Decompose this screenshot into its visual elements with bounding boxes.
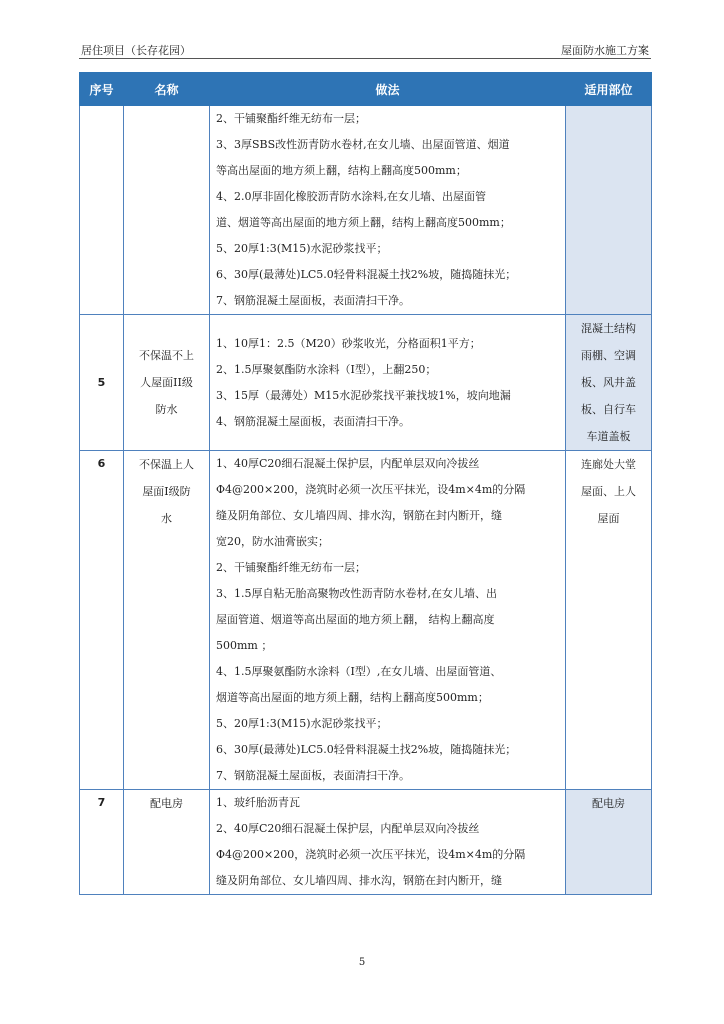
table-row — [80, 315, 652, 451]
project-name: 居住项目（长存花园） — [81, 44, 191, 57]
method-line: 烟道等高出屋面的地方须上翻，结构上翻高度500mm； — [216, 691, 489, 704]
page-header — [79, 41, 651, 59]
row-method — [210, 315, 566, 451]
row-method — [210, 790, 566, 895]
scope-line: 混凝土结构 — [581, 322, 636, 335]
method-line: 4、钢筋混凝土屋面板，表面清扫干净。 — [216, 414, 410, 428]
row-name — [124, 451, 210, 790]
name-line: 不保温不上 — [139, 349, 194, 362]
name-line: 防水 — [155, 403, 178, 416]
method-line: 2、1.5厚聚氨酯防水涂料（I型），上翻250； — [216, 362, 437, 376]
page-number: 5 — [358, 957, 366, 968]
method-line: 3、15厚（最薄处）M15水泥砂浆找平兼找坡1%，坡向地漏 — [216, 388, 511, 402]
method-line: 1、玻纤胎沥青瓦 — [216, 796, 300, 809]
row-number: 7 — [80, 790, 124, 895]
column-header-name: 名称 — [124, 73, 210, 106]
method-line: 3、3厚SBS改性沥青防水卷材,在女儿墙、出屋面管道、烟道 — [216, 138, 510, 151]
row-number: 6 — [80, 451, 124, 790]
name-line: 人屋面II级 — [140, 376, 193, 389]
method-line: 1、40厚C20细石混凝土保护层，内配单层双向冷拔丝 — [216, 457, 480, 470]
row-number — [80, 106, 124, 315]
row-scope — [566, 790, 652, 895]
name-line: 水 — [161, 512, 172, 525]
method-line: 7、钢筋混凝土屋面板，表面清扫干净。 — [216, 294, 410, 307]
method-line: Φ4@200×200，浇筑时必须一次压平抹光，设4m×4m的分隔 — [216, 483, 526, 496]
row-method — [210, 106, 566, 315]
method-line: 4、1.5厚聚氨酯防水涂料（I型）,在女儿墙、出屋面管道、 — [216, 665, 502, 678]
row-method — [210, 451, 566, 790]
method-line: 7、钢筋混凝土屋面板，表面清扫干净。 — [216, 769, 410, 782]
method-line: 3、1.5厚自粘无胎高聚物改性沥青防水卷材,在女儿墙、出 — [216, 587, 497, 600]
method-line: 缝及阴角部位、女儿墙四周、排水沟，钢筋在封内断开，缝 — [216, 509, 502, 522]
row-name — [124, 790, 210, 895]
table-header-row — [80, 73, 652, 106]
row-scope — [566, 106, 652, 315]
method-line: 5、20厚1:3(M15)水泥砂浆找平； — [216, 717, 388, 730]
method-line: 6、30厚(最薄处)LC5.0轻骨料混凝土找2%坡，随捣随抹光； — [216, 743, 517, 756]
method-line: 5、20厚1:3(M15)水泥砂浆找平； — [216, 242, 388, 255]
method-line: 1、10厚1：2.5（M20）砂浆收光，分格面积1平方； — [216, 336, 481, 350]
scope-line: 板、自行车 — [581, 403, 636, 416]
row-scope — [566, 451, 652, 790]
name-line: 配电房 — [150, 797, 183, 810]
table-row — [80, 106, 652, 315]
table-row — [80, 451, 652, 790]
name-line: 屋面I级防 — [142, 485, 191, 498]
method-line: 500mm ； — [216, 639, 273, 652]
scope-line: 屋面 — [597, 512, 620, 525]
scope-line: 雨棚、空调 — [581, 349, 636, 362]
row-name — [124, 315, 210, 451]
column-header-method: 做法 — [210, 73, 566, 106]
method-line: 屋面管道、烟道等高出屋面的地方须上翻， 结构上翻高度 — [216, 613, 495, 626]
scope-line: 板、风井盖 — [581, 376, 636, 389]
document-title: 屋面防水施工方案 — [561, 44, 649, 57]
construction-table — [79, 72, 652, 895]
method-line: 等高出屋面的地方须上翻，结构上翻高度500mm； — [216, 164, 467, 177]
row-scope — [566, 315, 652, 451]
row-number: 5 — [80, 315, 124, 451]
method-line: 2、干铺聚酯纤维无纺布一层； — [216, 561, 366, 574]
table-row — [80, 790, 652, 895]
scope-line: 车道盖板 — [586, 430, 631, 443]
scope-line: 连廊处大堂 — [581, 458, 636, 471]
method-line: 6、30厚(最薄处)LC5.0轻骨料混凝土找2%坡，随捣随抹光； — [216, 268, 517, 281]
method-line: Φ4@200×200，浇筑时必须一次压平抹光，设4m×4m的分隔 — [216, 848, 526, 861]
method-line: 宽20，防水油膏嵌实； — [216, 535, 329, 548]
row-name — [124, 106, 210, 315]
method-line: 2、干铺聚酯纤维无纺布一层； — [216, 112, 366, 125]
method-line: 4、2.0厚非固化橡胶沥青防水涂料,在女儿墙、出屋面管 — [216, 190, 486, 203]
column-header-no: 序号 — [80, 73, 124, 106]
scope-line: 屋面、上人 — [581, 485, 636, 498]
method-line: 缝及阴角部位、女儿墙四周、排水沟，钢筋在封内断开，缝 — [216, 874, 502, 887]
method-line: 2、40厚C20细石混凝土保护层，内配单层双向冷拔丝 — [216, 822, 480, 835]
method-line: 道、烟道等高出屋面的地方须上翻，结构上翻高度500mm； — [216, 216, 511, 229]
name-line: 不保温上人 — [139, 458, 194, 471]
scope-line: 配电房 — [592, 797, 625, 810]
column-header-scope: 适用部位 — [566, 73, 652, 106]
